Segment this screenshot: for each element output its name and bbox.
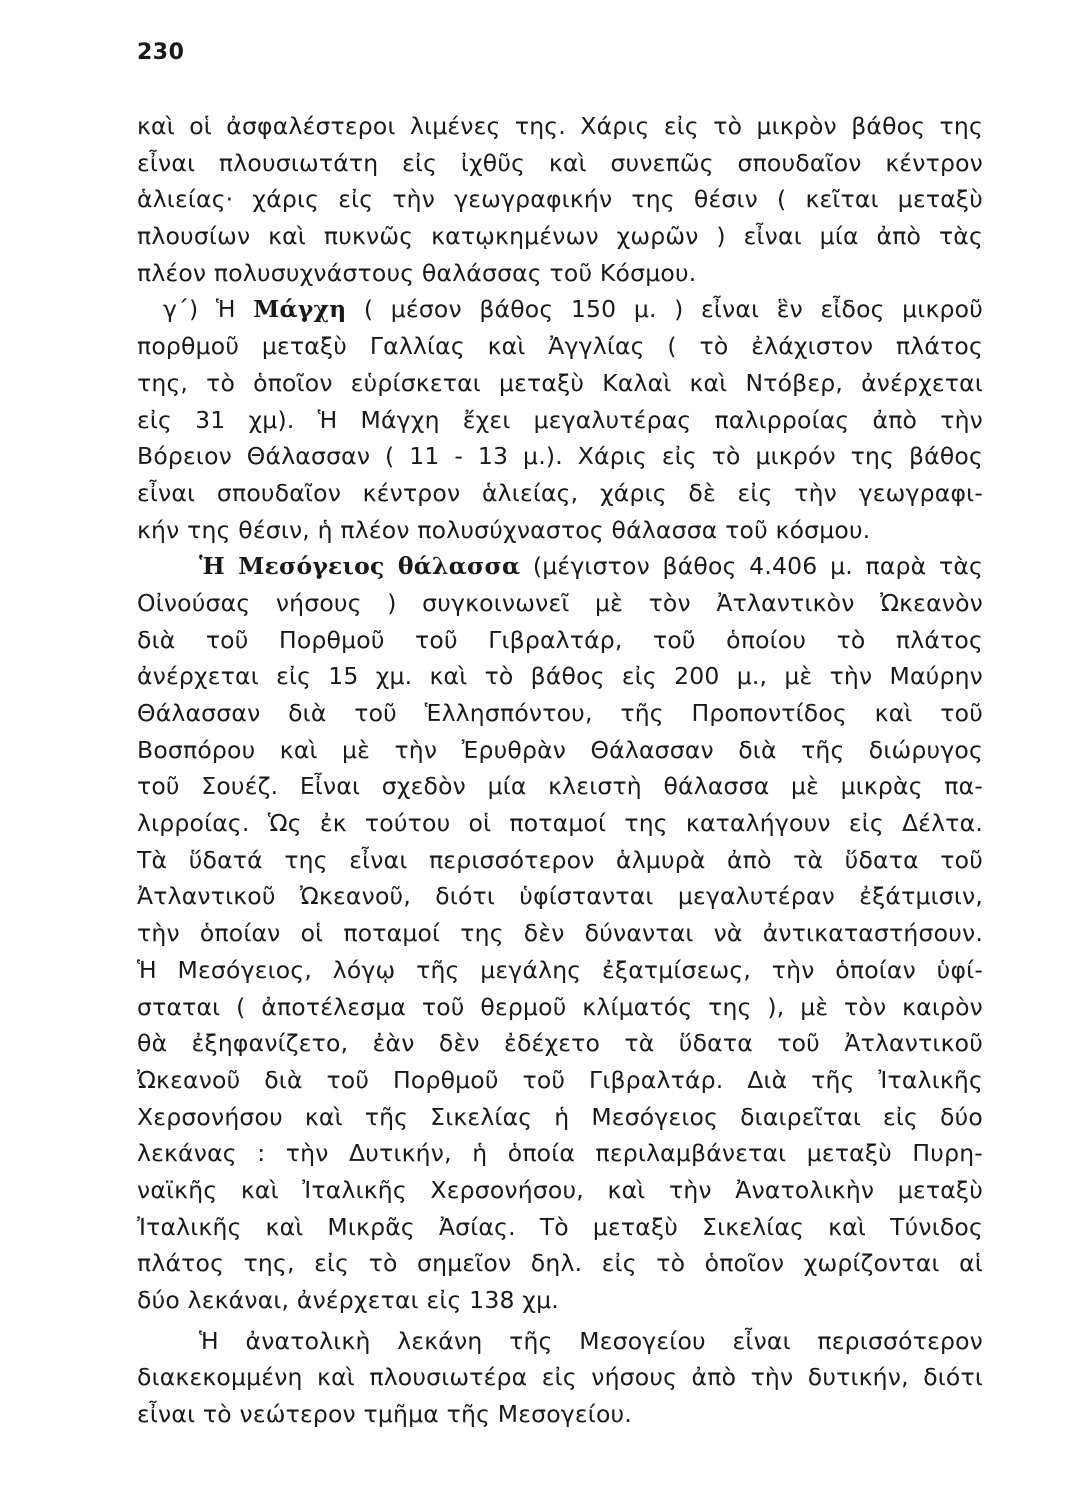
- text-line: Ἀτλαντικοῦ Ὠκεανοῦ, διότι ὑφίστανται μεγαλυτέραν ἐξάτμισιν,: [137, 882, 983, 911]
- text-line: Χερσονήσου καὶ τῆς Σικελίας ἡ Μεσόγειος διαιρεῖται εἰς δύο: [137, 1102, 983, 1131]
- text-line: τὴν ὁποίαν οἱ ποταμοί της δὲν δύνανται νὰ ἀντικαταστήσουν.: [137, 919, 983, 948]
- text-line: δύο λεκάναι, ἀνέρχεται εἰς 138 χμ.: [137, 1286, 559, 1314]
- paragraph: [137, 108, 983, 291]
- text-line: Ἰταλικῆς καὶ Μικρᾶς Ἀσίας. Τὸ μεταξὺ Σικελίας καὶ Τύνιδος: [137, 1212, 983, 1241]
- text-line: εἰς 31 χμ). Ἡ Μάγχη ἔχει μεγαλυτέρας παλιρροίας ἀπὸ τὴν: [137, 405, 983, 434]
- text-line: Ἡ ἀνατολικὴ λεκάνη τῆς Μεσογείου εἶναι περισσότερον: [199, 1326, 983, 1355]
- text-line: Θάλασσαν διὰ τοῦ Ἑλλησπόντου, τῆς Προποντίδος καὶ τοῦ: [137, 699, 983, 727]
- text-run: ( μέσον βάθος 150 μ. ) εἶναι ἓν εἶδος μικροῦ: [346, 295, 983, 324]
- text-line: καὶ οἱ ἀσφαλέστεροι λιμένες της. Χάρις εἰς τὸ μικρὸν βάθος της: [137, 112, 983, 140]
- text-line: Οἰνούσας νήσους ) συγκοινωνεῖ μὲ τὸν Ἀτλαντικὸν Ὠκεανὸν: [137, 588, 983, 617]
- text-line: διὰ τοῦ Πορθμοῦ τοῦ Γιβραλτάρ, τοῦ ὁποίου τὸ πλάτος: [137, 625, 983, 654]
- text-run: (μέγιστον βάθος 4.406 μ. παρὰ τὰς: [520, 552, 984, 581]
- text-line: λιρροίας. Ὡς ἐκ τούτου οἱ ποταμοί της καταλήγουν εἰς Δέλτα.: [137, 809, 983, 838]
- text-line: Βόρειον Θάλασσαν ( 11 - 13 μ.). Χάρις εἰς τὸ μικρόν της βάθος: [137, 442, 983, 471]
- text-line: Βοσπόρου καὶ μὲ τὴν Ἐρυθρὰν Θάλασσαν διὰ τῆς διώρυγος: [137, 735, 983, 764]
- list-marker: γ΄) Ἡ: [163, 295, 254, 324]
- text-line: [137, 548, 983, 585]
- text-line: πλάτος της, εἰς τὸ σημεῖον δηλ. εἰς τὸ ὁποῖον χωρίζονται αἱ: [137, 1249, 983, 1278]
- text-line: τοῦ Σουέζ. Εἶναι σχεδὸν μία κλειστὴ θάλασσα μὲ μικρὰς πα-: [137, 772, 983, 801]
- text-line: εἶναι τὸ νεώτερον τμῆμα τῆς Μεσογείου.: [137, 1400, 633, 1429]
- section-heading: Μάγχη: [253, 295, 347, 324]
- text-line: [137, 291, 983, 328]
- text-line: διακεκομμένη καὶ πλουσιωτέρα εἰς νήσους ἀπὸ τὴν δυτικήν, διότι: [137, 1363, 983, 1392]
- text-line: ἀνέρχεται εἰς 15 χμ. καὶ τὸ βάθος εἰς 200 μ., μὲ τὴν Μαύρην: [137, 662, 983, 691]
- text-line: Ἡ Μεσόγειος, λόγῳ τῆς μεγάλης ἐξατμίσεως, τὴν ὁποίαν ὑφί-: [137, 955, 983, 984]
- text-line: εἶναι πλουσιωτάτη εἰς ἰχθῦς καὶ συνεπῶς σπουδαῖον κέντρον: [137, 148, 983, 177]
- text-line: Ὠκεανοῦ διὰ τοῦ Πορθμοῦ τοῦ Γιβραλτάρ. Διὰ τῆς Ἰταλικῆς: [137, 1065, 983, 1094]
- page-number: 230: [137, 40, 185, 65]
- paragraph: [137, 1323, 983, 1433]
- section-heading: Ἡ Μεσόγειος θάλασσα: [199, 552, 521, 581]
- paragraph: [137, 548, 983, 1318]
- text-line: ναϊκῆς καὶ Ἰταλικῆς Χερσονήσου, καὶ τὴν Ἀνατολικὴν μεταξὺ: [137, 1175, 983, 1204]
- text-line: πλέον πολυσυχνάστους θαλάσσας τοῦ Κόσμου.: [137, 258, 697, 287]
- text-line: Τὰ ὕδατά της εἶναι περισσότερον ἁλμυρὰ ἀπὸ τὰ ὕδατα τοῦ: [137, 845, 983, 874]
- text-line: της, τὸ ὁποῖον εὑρίσκεται μεταξὺ Καλαὶ καὶ Ντόβερ, ἀνέρχεται: [137, 368, 983, 397]
- text-line: πορθμοῦ μεταξὺ Γαλλίας καὶ Ἀγγλίας ( τὸ ἐλάχιστον πλάτος: [137, 332, 983, 361]
- text-line: ἁλιείας· χάρις εἰς τὴν γεωγραφικήν της θέσιν ( κεῖται μεταξὺ: [137, 185, 983, 214]
- paragraph: [137, 291, 983, 548]
- text-line: εἶναι σπουδαῖον κέντρον ἁλιείας, χάρις δὲ εἰς τὴν γεωγραφι-: [137, 478, 983, 507]
- text-line: πλουσίων καὶ πυκνῶς κατῳκημένων χωρῶν ) εἶναι μία ἀπὸ τὰς: [137, 222, 983, 251]
- text-line: λεκάνας : τὴν Δυτικήν, ἡ ὁποία περιλαμβάνεται μεταξὺ Πυρη-: [137, 1139, 983, 1168]
- text-line: σταται ( ἀποτέλεσμα τοῦ θερμοῦ κλίματός της ), μὲ τὸν καιρὸν: [137, 992, 983, 1021]
- text-line: κήν της θέσιν, ἡ πλέον πολυσύχναστος θάλασσα τοῦ κόσμου.: [137, 515, 871, 544]
- text-line: θὰ ἐξηφανίζετο, ἐὰν δὲν ἐδέχετο τὰ ὕδατα τοῦ Ἀτλαντικοῦ: [137, 1029, 983, 1058]
- body-text: [137, 108, 983, 1433]
